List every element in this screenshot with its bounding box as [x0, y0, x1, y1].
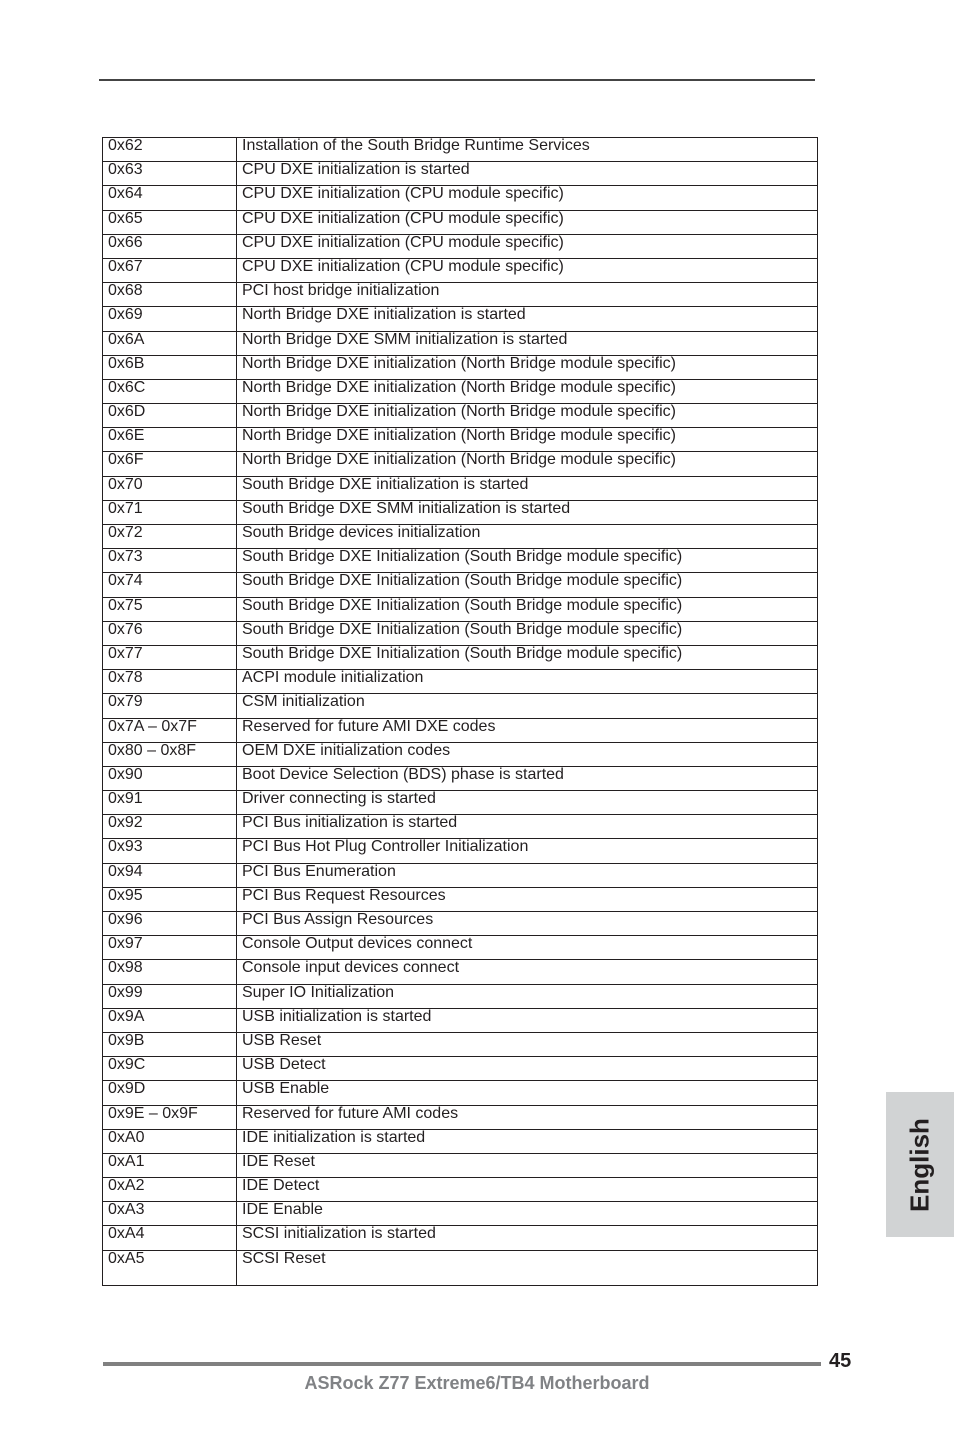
- description-cell: SCSI Reset: [237, 1250, 818, 1285]
- table-row: [103, 404, 818, 428]
- description-cell: CPU DXE initialization (CPU module specific): [237, 258, 818, 282]
- description-cell: IDE initialization is started: [237, 1129, 818, 1153]
- post-code-cell: 0x6D: [103, 404, 237, 428]
- description-cell: CPU DXE initialization (CPU module specific): [237, 234, 818, 258]
- post-code-cell: 0x67: [103, 258, 237, 282]
- description-cell: CPU DXE initialization is started: [237, 162, 818, 186]
- table-row: [103, 791, 818, 815]
- description-cell: Reserved for future AMI DXE codes: [237, 718, 818, 742]
- post-code-cell: 0x74: [103, 573, 237, 597]
- post-code-cell: 0xA5: [103, 1250, 237, 1285]
- table-row: [103, 428, 818, 452]
- description-cell: PCI host bridge initialization: [237, 283, 818, 307]
- description-cell: North Bridge DXE initialization (North Bridge module specific): [237, 428, 818, 452]
- table-row: [103, 355, 818, 379]
- description-cell: Console Output devices connect: [237, 936, 818, 960]
- description-cell: North Bridge DXE initialization (North Bridge module specific): [237, 355, 818, 379]
- description-cell: North Bridge DXE initialization (North Bridge module specific): [237, 452, 818, 476]
- post-code-cell: 0xA3: [103, 1202, 237, 1226]
- table-row: [103, 645, 818, 669]
- description-cell: USB Reset: [237, 1032, 818, 1056]
- description-cell: IDE Reset: [237, 1153, 818, 1177]
- description-cell: Boot Device Selection (BDS) phase is started: [237, 766, 818, 790]
- post-code-cell: 0x98: [103, 960, 237, 984]
- table-row: [103, 452, 818, 476]
- post-code-cell: 0x6C: [103, 379, 237, 403]
- post-code-cell: 0x94: [103, 863, 237, 887]
- table-row: [103, 525, 818, 549]
- post-code-cell: 0x9E – 0x9F: [103, 1105, 237, 1129]
- description-cell: South Bridge DXE Initialization (South Bridge module specific): [237, 621, 818, 645]
- description-cell: PCI Bus Hot Plug Controller Initialization: [237, 839, 818, 863]
- table-row: [103, 1105, 818, 1129]
- description-cell: IDE Detect: [237, 1178, 818, 1202]
- post-code-cell: 0x69: [103, 307, 237, 331]
- table-row: [103, 1153, 818, 1177]
- table-row: [103, 1250, 818, 1285]
- footer-title: ASRock Z77 Extreme6/TB4 Motherboard: [304, 1373, 650, 1393]
- table-row: [103, 670, 818, 694]
- description-cell: CPU DXE initialization (CPU module specific): [237, 210, 818, 234]
- post-code-cell: 0x6F: [103, 452, 237, 476]
- table-row: [103, 307, 818, 331]
- post-code-cell: 0x9A: [103, 1008, 237, 1032]
- description-cell: South Bridge DXE Initialization (South Bridge module specific): [237, 597, 818, 621]
- post-code-cell: 0xA0: [103, 1129, 237, 1153]
- table-row: [103, 234, 818, 258]
- table-row: [103, 766, 818, 790]
- description-cell: CPU DXE initialization (CPU module specific): [237, 186, 818, 210]
- header-rule: [99, 79, 815, 81]
- table-row: [103, 1081, 818, 1105]
- table-row: [103, 138, 818, 162]
- table-row: [103, 984, 818, 1008]
- description-cell: North Bridge DXE initialization (North Bridge module specific): [237, 404, 818, 428]
- description-cell: South Bridge DXE initialization is started: [237, 476, 818, 500]
- table-row: [103, 331, 818, 355]
- table-row: [103, 936, 818, 960]
- post-code-cell: 0x78: [103, 670, 237, 694]
- table-row: [103, 742, 818, 766]
- page-number: 45: [829, 1350, 852, 1372]
- table-row: [103, 597, 818, 621]
- post-code-cell: 0x80 – 0x8F: [103, 742, 237, 766]
- description-cell: ACPI module initialization: [237, 670, 818, 694]
- description-cell: SCSI initialization is started: [237, 1226, 818, 1250]
- post-code-cell: 0x63: [103, 162, 237, 186]
- post-code-cell: 0x7A – 0x7F: [103, 718, 237, 742]
- post-code-cell: 0xA1: [103, 1153, 237, 1177]
- table-row: [103, 815, 818, 839]
- description-cell: USB Detect: [237, 1057, 818, 1081]
- description-cell: PCI Bus Enumeration: [237, 863, 818, 887]
- post-code-cell: 0x65: [103, 210, 237, 234]
- table-row: [103, 1057, 818, 1081]
- table-row: [103, 258, 818, 282]
- post-code-cell: 0x9B: [103, 1032, 237, 1056]
- description-cell: South Bridge devices initialization: [237, 525, 818, 549]
- post-code-cell: 0x73: [103, 549, 237, 573]
- description-cell: Console input devices connect: [237, 960, 818, 984]
- table-row: [103, 1226, 818, 1250]
- post-code-cell: 0x93: [103, 839, 237, 863]
- post-code-cell: 0x99: [103, 984, 237, 1008]
- table-row: [103, 500, 818, 524]
- table-row: [103, 476, 818, 500]
- post-code-cell: 0x71: [103, 500, 237, 524]
- post-code-cell: 0x77: [103, 645, 237, 669]
- post-code-cell: 0x91: [103, 791, 237, 815]
- description-cell: Installation of the South Bridge Runtime Services: [237, 138, 818, 162]
- post-code-cell: 0x75: [103, 597, 237, 621]
- post-code-cell: 0x66: [103, 234, 237, 258]
- footer-rule: [103, 1362, 821, 1366]
- description-cell: OEM DXE initialization codes: [237, 742, 818, 766]
- table-row: [103, 863, 818, 887]
- table-row: [103, 1032, 818, 1056]
- language-tab-label: English: [904, 1117, 935, 1212]
- post-code-cell: 0x70: [103, 476, 237, 500]
- post-code-cell: 0x6E: [103, 428, 237, 452]
- post-code-cell: 0x6B: [103, 355, 237, 379]
- description-cell: Super IO Initialization: [237, 984, 818, 1008]
- description-cell: South Bridge DXE Initialization (South Bridge module specific): [237, 549, 818, 573]
- description-cell: South Bridge DXE Initialization (South Bridge module specific): [237, 645, 818, 669]
- post-code-cell: 0xA4: [103, 1226, 237, 1250]
- post-code-cell: 0x62: [103, 138, 237, 162]
- table-row: [103, 162, 818, 186]
- description-cell: Reserved for future AMI codes: [237, 1105, 818, 1129]
- post-code-table-body: [103, 138, 818, 1286]
- post-code-cell: 0x96: [103, 912, 237, 936]
- post-code-cell: 0x92: [103, 815, 237, 839]
- table-row: [103, 1178, 818, 1202]
- table-row: [103, 960, 818, 984]
- post-code-cell: 0x72: [103, 525, 237, 549]
- post-code-cell: 0x79: [103, 694, 237, 718]
- table-row: [103, 1129, 818, 1153]
- post-code-cell: 0x9D: [103, 1081, 237, 1105]
- post-code-cell: 0x9C: [103, 1057, 237, 1081]
- post-code-table: [102, 137, 818, 1286]
- table-row: [103, 694, 818, 718]
- description-cell: South Bridge DXE SMM initialization is started: [237, 500, 818, 524]
- description-cell: PCI Bus Assign Resources: [237, 912, 818, 936]
- post-code-cell: 0x90: [103, 766, 237, 790]
- description-cell: IDE Enable: [237, 1202, 818, 1226]
- table-row: [103, 887, 818, 911]
- table-row: [103, 839, 818, 863]
- table-row: [103, 379, 818, 403]
- table-row: [103, 1202, 818, 1226]
- post-code-cell: 0x76: [103, 621, 237, 645]
- post-code-cell: 0x68: [103, 283, 237, 307]
- language-tab: [886, 1092, 954, 1237]
- post-code-cell: 0xA2: [103, 1178, 237, 1202]
- table-row: [103, 1008, 818, 1032]
- description-cell: PCI Bus Request Resources: [237, 887, 818, 911]
- table-row: [103, 912, 818, 936]
- table-row: [103, 283, 818, 307]
- description-cell: North Bridge DXE initialization (North Bridge module specific): [237, 379, 818, 403]
- table-row: [103, 549, 818, 573]
- description-cell: USB initialization is started: [237, 1008, 818, 1032]
- post-code-cell: 0x6A: [103, 331, 237, 355]
- description-cell: North Bridge DXE SMM initialization is started: [237, 331, 818, 355]
- table-row: [103, 573, 818, 597]
- post-code-cell: 0x64: [103, 186, 237, 210]
- post-code-cell: 0x97: [103, 936, 237, 960]
- description-cell: CSM initialization: [237, 694, 818, 718]
- table-row: [103, 210, 818, 234]
- post-code-cell: 0x95: [103, 887, 237, 911]
- description-cell: USB Enable: [237, 1081, 818, 1105]
- table-row: [103, 718, 818, 742]
- description-cell: North Bridge DXE initialization is started: [237, 307, 818, 331]
- table-row: [103, 621, 818, 645]
- description-cell: PCI Bus initialization is started: [237, 815, 818, 839]
- description-cell: Driver connecting is started: [237, 791, 818, 815]
- description-cell: South Bridge DXE Initialization (South Bridge module specific): [237, 573, 818, 597]
- table-row: [103, 186, 818, 210]
